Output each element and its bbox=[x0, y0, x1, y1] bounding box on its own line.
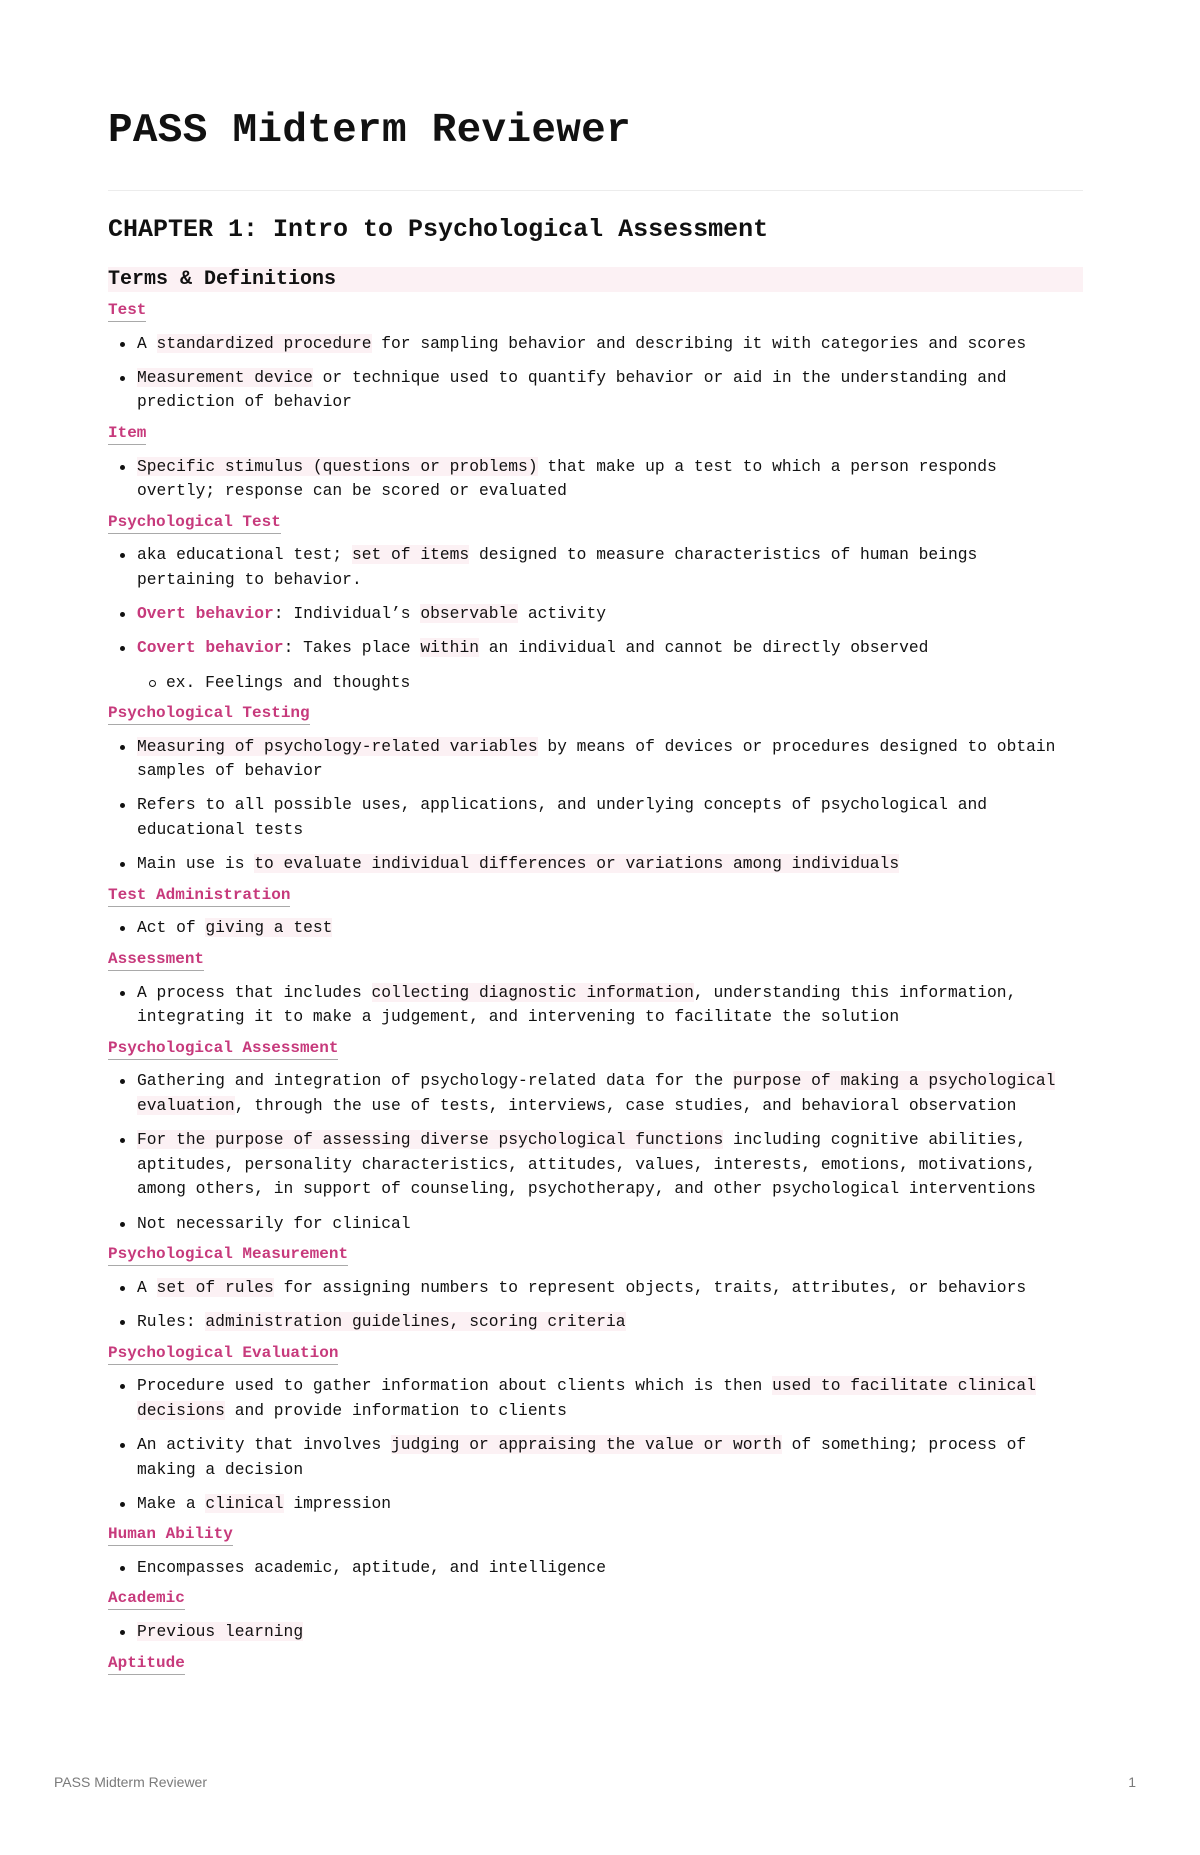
term-label: Aptitude bbox=[108, 1653, 185, 1675]
highlighted-text: within bbox=[420, 638, 479, 658]
definition-item bbox=[108, 602, 1083, 627]
definition-list bbox=[108, 1620, 1083, 1645]
highlighted-text: giving a test bbox=[205, 918, 333, 938]
definition-item bbox=[108, 636, 1083, 661]
bullet-text: that make up a test to which a person responds overtly; response can be scored or evaluated bbox=[137, 456, 997, 501]
bullet-text: Gathering and integration of psychology-related data for the bbox=[137, 1071, 733, 1091]
term-block bbox=[108, 300, 1083, 415]
bullet-text: Not necessarily for clinical bbox=[137, 1213, 411, 1233]
term-label: Test bbox=[108, 300, 146, 322]
term-block bbox=[108, 1343, 1083, 1517]
bullet-text: A bbox=[137, 333, 157, 353]
bullet-text: A bbox=[137, 1277, 157, 1297]
term-label: Psychological Test bbox=[108, 512, 281, 534]
bullet-text: Main use is bbox=[137, 854, 255, 874]
definition-item bbox=[108, 1276, 1083, 1301]
definition-item bbox=[108, 1556, 1083, 1581]
section-heading: Terms & Definitions bbox=[108, 267, 1083, 292]
bullet-text: Act of bbox=[137, 918, 206, 938]
definition-list bbox=[108, 1276, 1083, 1335]
bullet-text: Encompasses academic, aptitude, and intelligence bbox=[137, 1557, 606, 1577]
term-block bbox=[108, 423, 1083, 504]
definition-list bbox=[108, 916, 1083, 941]
term-block bbox=[108, 512, 1083, 695]
definition-item bbox=[108, 543, 1083, 592]
term-block bbox=[108, 1038, 1083, 1236]
highlighted-text: clinical bbox=[205, 1493, 284, 1513]
term-block bbox=[108, 703, 1083, 877]
bullet-text: an individual and cannot be directly observed bbox=[478, 638, 929, 658]
bullet-text: Procedure used to gather information about clients which is then bbox=[137, 1376, 773, 1396]
bullet-text: impression bbox=[283, 1493, 392, 1513]
highlighted-text: Measurement device bbox=[137, 367, 313, 387]
bullet-text: for assigning numbers to represent objects, traits, attributes, or behaviors bbox=[273, 1277, 1027, 1297]
bullet-text: A process that includes bbox=[137, 982, 372, 1002]
bullet-text: ex. Feelings and thoughts bbox=[166, 672, 411, 692]
term-label: Psychological Measurement bbox=[108, 1244, 348, 1266]
definition-item bbox=[108, 1128, 1083, 1202]
highlighted-text: collecting diagnostic information bbox=[371, 982, 694, 1002]
definition-list bbox=[108, 981, 1083, 1030]
inline-term: Covert behavior bbox=[137, 638, 284, 658]
bullet-text: An activity that involves bbox=[137, 1434, 392, 1454]
term-block bbox=[108, 1524, 1083, 1580]
definition-item bbox=[108, 1069, 1083, 1118]
term-block bbox=[108, 1244, 1083, 1334]
highlighted-text: to evaluate individual differences or variations among individuals bbox=[254, 854, 900, 874]
bullet-text: for sampling behavior and describing it with categories and scores bbox=[371, 333, 1027, 353]
highlighted-text: administration guidelines, scoring criteria bbox=[205, 1311, 626, 1331]
highlighted-text: set of items bbox=[351, 545, 470, 565]
definition-list bbox=[108, 332, 1083, 415]
bullet-text: : Takes place bbox=[283, 638, 421, 658]
term-label: Psychological Testing bbox=[108, 703, 310, 725]
highlighted-text: Specific stimulus (questions or problems) bbox=[137, 456, 538, 476]
bullet-text: , understanding this information, integrating it to make a judgement, and intervening to facilitate the solution bbox=[137, 982, 1017, 1027]
definition-item bbox=[108, 1620, 1083, 1645]
bullet-text: Rules: bbox=[137, 1311, 206, 1331]
highlighted-text: used to facilitate clinical decisions bbox=[137, 1376, 1036, 1420]
definition-item bbox=[108, 916, 1083, 941]
highlighted-text: observable bbox=[420, 604, 519, 624]
definition-list bbox=[108, 1556, 1083, 1581]
definition-item bbox=[108, 366, 1083, 415]
terms-list bbox=[108, 300, 1083, 1675]
term-label: Assessment bbox=[108, 949, 204, 971]
definition-item bbox=[108, 455, 1083, 504]
sub-list bbox=[108, 671, 1083, 696]
definition-item bbox=[108, 793, 1083, 842]
page-title: PASS Midterm Reviewer bbox=[108, 108, 631, 154]
bullet-text: activity bbox=[518, 604, 607, 624]
bullet-text: of something; process of making a decision bbox=[137, 1434, 1027, 1479]
page-number: 1 bbox=[1128, 1774, 1136, 1790]
bullet-text: including cognitive abilities, aptitudes, personality characteristics, attitudes, values, interests, emotions, motivations, among others, in support of counseling, psychotherapy, and other psychological interventions bbox=[137, 1130, 1036, 1199]
highlighted-text: For the purpose of assessing diverse psychological functions bbox=[137, 1130, 724, 1150]
definition-item bbox=[108, 1212, 1083, 1237]
bullet-text: or technique used to quantify behavior or aid in the understanding and prediction of behavior bbox=[137, 367, 1007, 412]
term-label: Psychological Evaluation bbox=[108, 1343, 338, 1365]
highlighted-text: judging or appraising the value or worth bbox=[391, 1434, 782, 1454]
bullet-text: and provide information to clients bbox=[224, 1400, 567, 1420]
inline-term: Overt behavior bbox=[137, 604, 274, 624]
document-page bbox=[108, 0, 1083, 1675]
definition-item bbox=[108, 1492, 1083, 1517]
term-label: Test Administration bbox=[108, 885, 290, 907]
term-block bbox=[108, 1653, 1083, 1675]
definition-list bbox=[108, 455, 1083, 504]
term-block bbox=[108, 949, 1083, 1030]
term-label: Item bbox=[108, 423, 146, 445]
bullet-text: by means of devices or procedures designed to obtain samples of behavior bbox=[137, 736, 1056, 781]
term-block bbox=[108, 885, 1083, 941]
definition-list bbox=[108, 1374, 1083, 1516]
bullet-text: : Individual’s bbox=[273, 604, 421, 624]
definition-item bbox=[108, 1310, 1083, 1335]
term-label: Psychological Assessment bbox=[108, 1038, 338, 1060]
highlighted-text: purpose of making a psychological evaluation bbox=[137, 1071, 1056, 1115]
chapter-heading: CHAPTER 1: Intro to Psychological Assessment bbox=[108, 215, 769, 244]
highlighted-text: Measuring of psychology-related variables bbox=[137, 736, 538, 756]
definition-list bbox=[108, 543, 1083, 695]
footer-title: PASS Midterm Reviewer bbox=[54, 1774, 208, 1790]
definition-item bbox=[108, 1374, 1083, 1423]
bullet-text: , through the use of tests, interviews, case studies, and behavioral observation bbox=[234, 1096, 1017, 1115]
sub-item bbox=[108, 671, 1083, 696]
bullet-text: aka educational test; bbox=[137, 545, 352, 565]
bullet-text: designed to measure characteristics of human beings pertaining to behavior. bbox=[137, 545, 978, 589]
highlighted-text: standardized procedure bbox=[156, 333, 372, 353]
definition-item bbox=[108, 332, 1083, 357]
bullet-text: Make a bbox=[137, 1493, 206, 1513]
definition-list bbox=[108, 735, 1083, 877]
bullet-text: Refers to all possible uses, applications, and underlying concepts of psychological and educational tests bbox=[137, 795, 988, 840]
highlighted-text: set of rules bbox=[156, 1277, 274, 1297]
highlighted-text: Previous learning bbox=[137, 1622, 304, 1642]
title-divider bbox=[108, 190, 1083, 191]
definition-item bbox=[108, 1433, 1083, 1482]
definition-item bbox=[108, 981, 1083, 1030]
definition-list bbox=[108, 1069, 1083, 1236]
term-label: Human Ability bbox=[108, 1524, 233, 1546]
term-block bbox=[108, 1588, 1083, 1644]
definition-item bbox=[108, 735, 1083, 784]
term-label: Academic bbox=[108, 1588, 185, 1610]
definition-item bbox=[108, 852, 1083, 877]
